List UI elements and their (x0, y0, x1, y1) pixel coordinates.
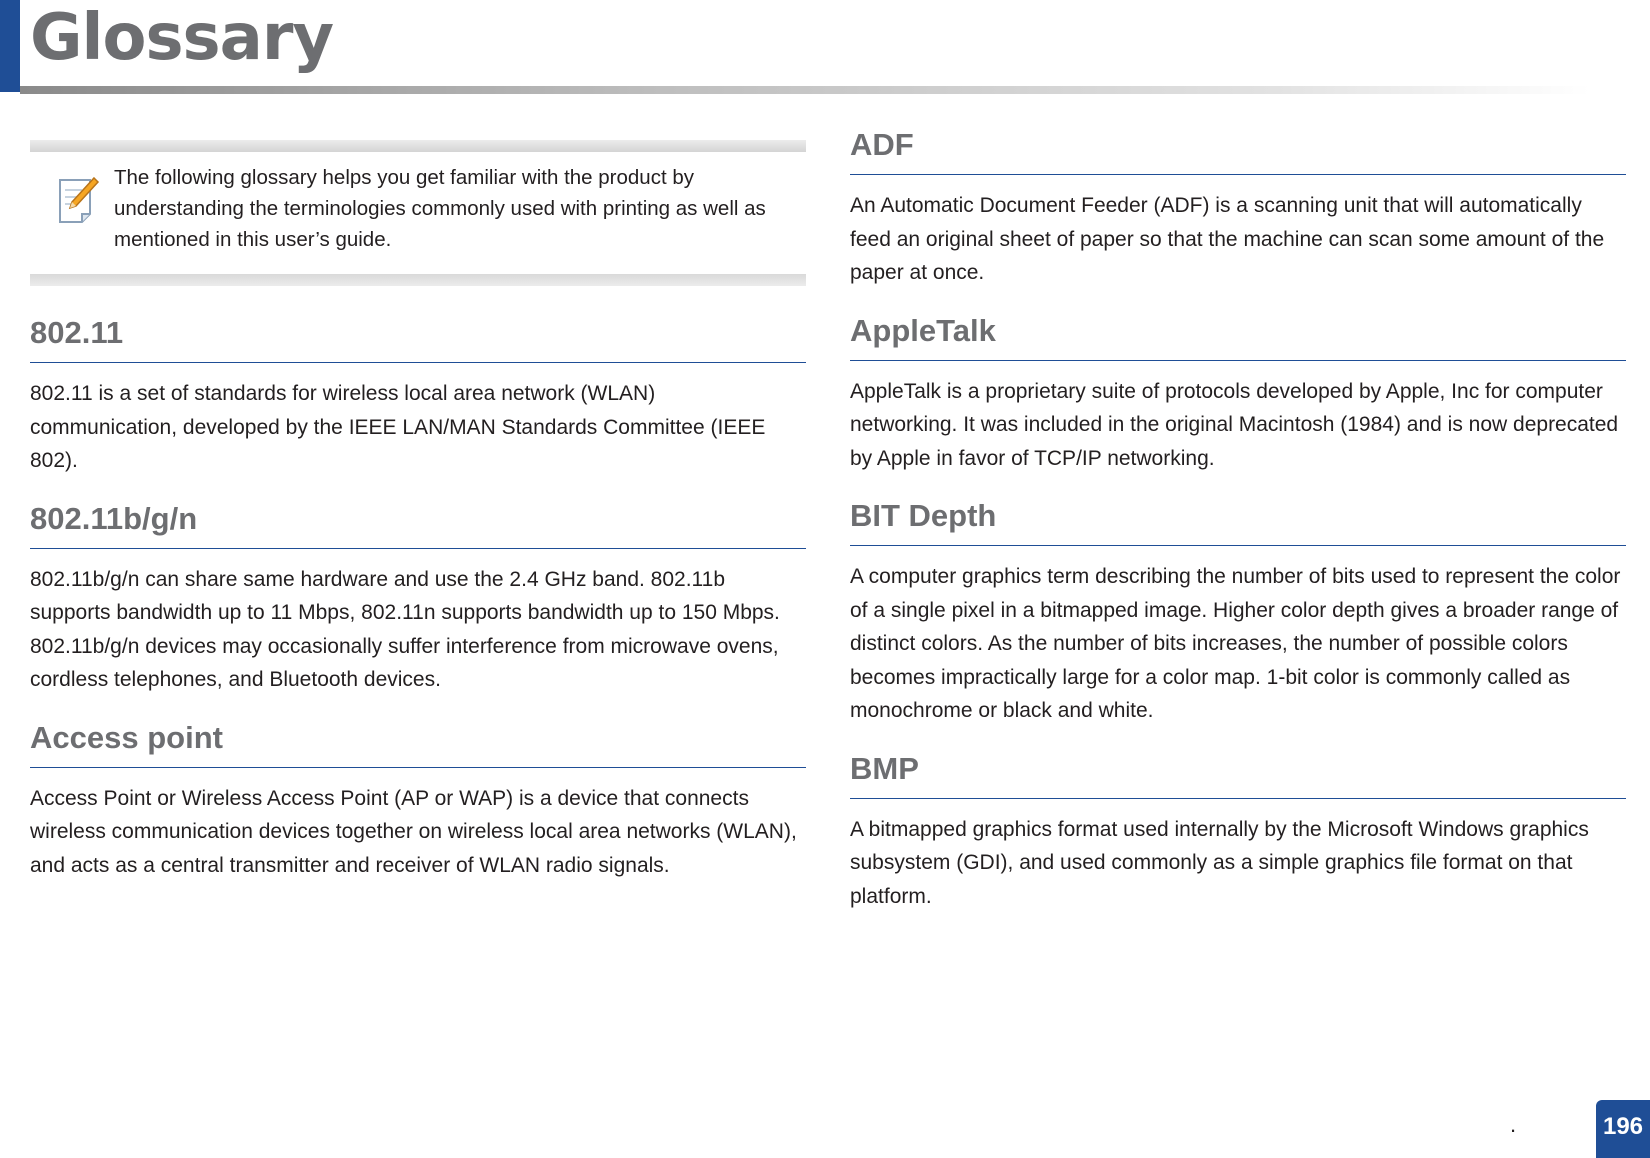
glossary-definition: A bitmapped graphics format used internally by the Microsoft Windows graphics subsystem (GDI), and used commonly as a simple graphics file format on that platform. (850, 817, 1589, 908)
glossary-definition: An Automatic Document Feeder (ADF) is a scanning unit that will automatically feed an original sheet of paper so that the machine can scan some amount of the paper at once. (850, 194, 1605, 284)
note-pencil-icon (54, 176, 100, 224)
header-accent-bar (0, 0, 20, 92)
glossary-term: AppleTalk (850, 308, 1626, 361)
glossary-term: BMP (850, 746, 1626, 799)
glossary-entry (30, 715, 806, 883)
glossary-term: Access point (30, 715, 806, 768)
glossary-definition: Access Point or Wireless Access Point (AP or WAP) is a device that connects wireless communication devices together on wireless local area networks (WLAN), and acts as a central transmitter and receiver of WLAN radio signals. (30, 786, 797, 877)
note-top-bar (30, 140, 806, 152)
note-bottom-bar (30, 274, 806, 286)
glossary-term: ADF (850, 122, 1626, 175)
glossary-term: 802.11 (30, 310, 806, 363)
glossary-entry (850, 122, 1626, 290)
left-column (30, 310, 806, 882)
footer-dot: . (1510, 1112, 1517, 1137)
glossary-entry (30, 310, 806, 478)
glossary-term: BIT Depth (850, 493, 1626, 546)
glossary-definition: AppleTalk is a proprietary suite of protocols developed by Apple, Inc for computer networking. It was included in the original Macintosh (1984) and is now deprecated by Apple in favor of TCP/IP networking. (850, 379, 1619, 470)
glossary-entry (850, 746, 1626, 914)
glossary-entry (850, 308, 1626, 476)
right-column (850, 122, 1626, 913)
glossary-entry (850, 493, 1626, 728)
note-text: The following glossary helps you get familiar with the product by understanding the terminologies commonly used with printing as well as mentioned in this user’s guide. (114, 166, 766, 251)
glossary-entry (30, 496, 806, 697)
glossary-definition: 802.11b/g/n can share same hardware and use the 2.4 GHz band. 802.11b supports bandwidth up to 11 Mbps, 802.11n supports bandwidth up to 150 Mbps. 802.11b/g/n devices may occasionally suffer interference from microwave ovens, cordless telephones, and Bluetooth devices. (30, 567, 780, 691)
glossary-definition: 802.11 is a set of standards for wireless local area network (WLAN) communication, developed by the IEEE LAN/MAN Standards Committee (IEEE 802). (30, 382, 766, 472)
page-title: Glossary (30, 1, 334, 75)
glossary-definition: A computer graphics term describing the number of bits used to represent the color of a single pixel in a bitmapped image. Higher color depth gives a broader range of distinct colors. As the number of bits increases, the number of possible colors becomes impractically large for a color map. 1-bit color is commonly called as monochrome or black and white. (850, 565, 1621, 722)
page-number: 196 (1596, 1100, 1650, 1158)
glossary-term: 802.11b/g/n (30, 496, 806, 549)
note-box (30, 140, 806, 288)
title-divider (20, 86, 1590, 94)
